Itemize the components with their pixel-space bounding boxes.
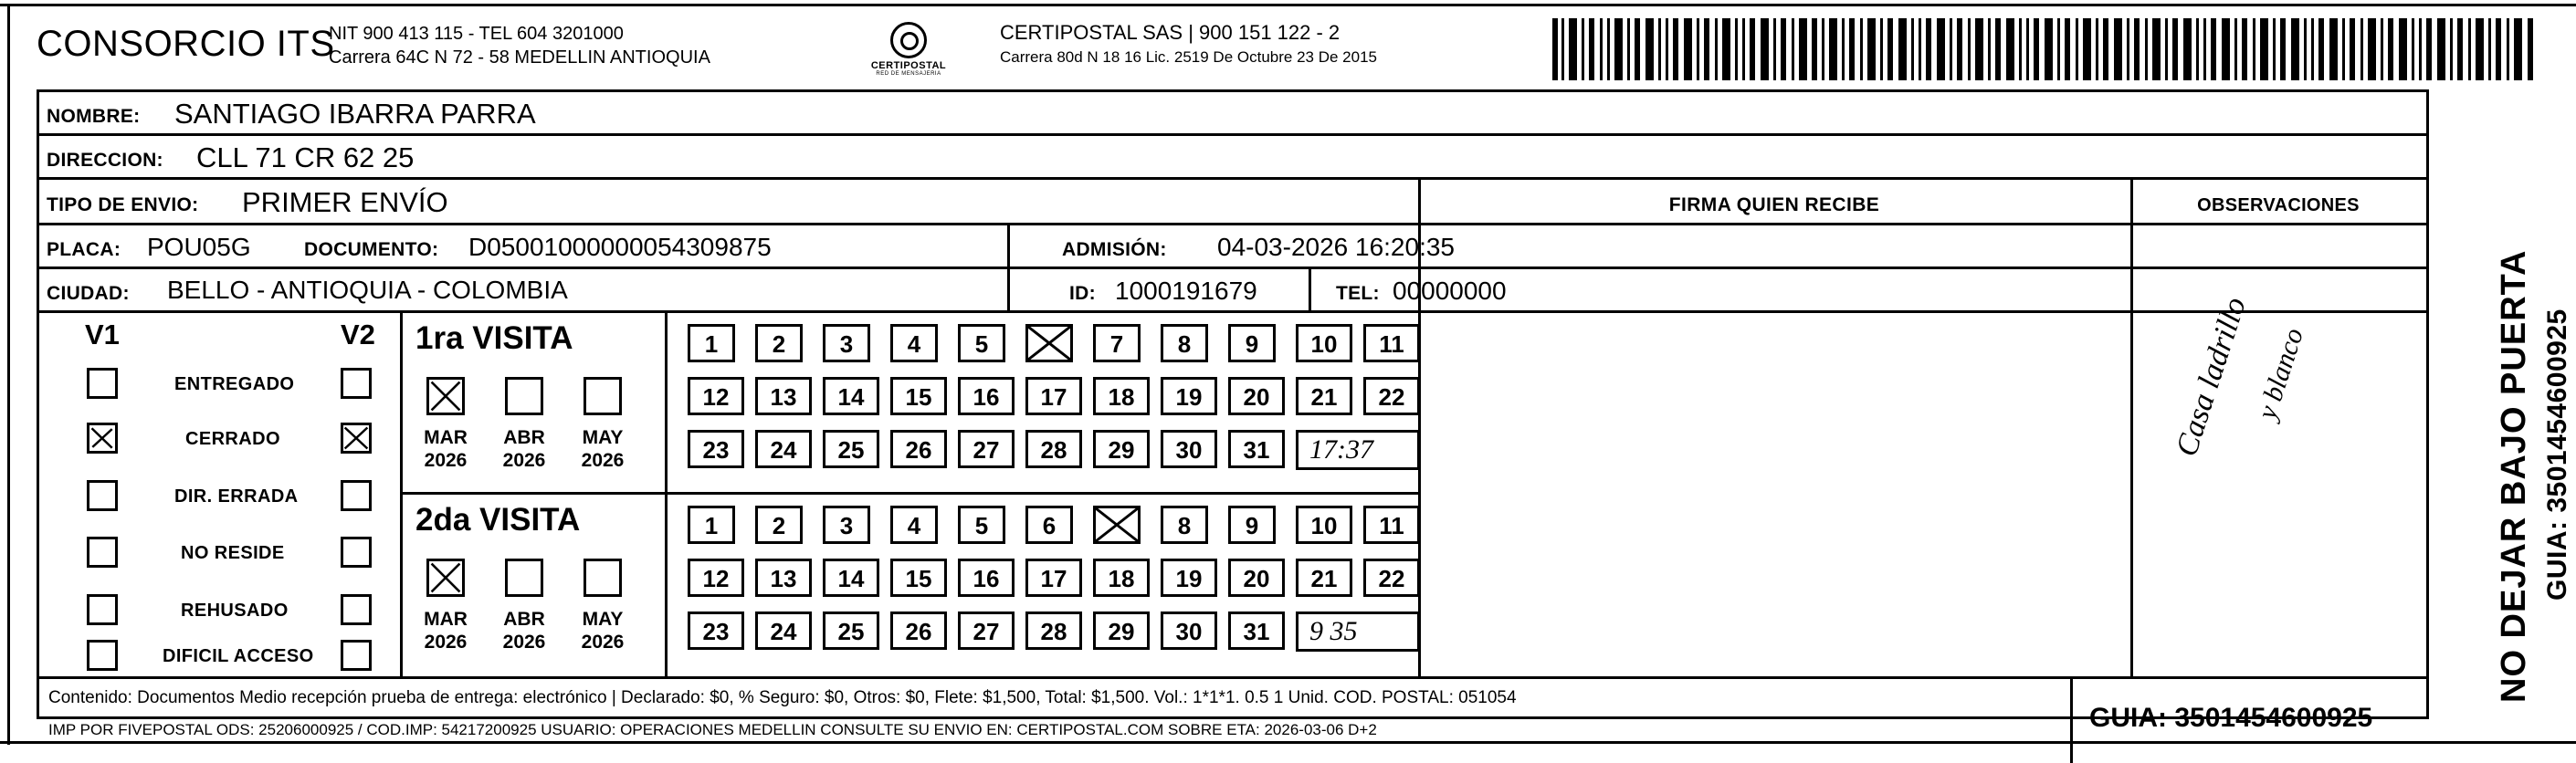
visit-1-time-box[interactable] [1296, 430, 1420, 470]
mar-name-2: MAR [424, 609, 468, 630]
visit-2-day-19[interactable]: 19 [1161, 559, 1217, 597]
visit-2-day-8[interactable]: 8 [1161, 506, 1208, 544]
guia-box [2070, 679, 2426, 763]
barcode-image [1552, 18, 2539, 80]
visit-1-month-mar-label [414, 426, 478, 472]
checkbox-no-reside-v1[interactable] [87, 537, 118, 568]
may-year: 2026 [581, 450, 625, 471]
visit-2-day-7[interactable] [1093, 506, 1141, 544]
visit-2-day-4[interactable]: 4 [890, 506, 938, 544]
visit-1-day-21[interactable]: 21 [1296, 377, 1352, 415]
abr-year: 2026 [502, 450, 546, 471]
checkbox-entregado-v2[interactable] [341, 368, 372, 399]
checkbox-no-reside-v2[interactable] [341, 537, 372, 568]
footer-line-1: Contenido: Documentos Medio recepción prueba de entrega: electrónico | Declarado: $0, % Seguro: $0, Otros: $0, Flete: $1,500, Total: $1,500. Vol.: 1*1*1. 0.5 1 Unid. COD. POSTAL: 051054 [48, 688, 1517, 707]
guia-label: GUIA: 3501454600925 [2089, 703, 2373, 733]
visit-2-day-grid [668, 495, 1418, 676]
tipo-envio-value: PRIMER ENVÍO [242, 186, 448, 218]
visit-2-day-14[interactable]: 14 [823, 559, 879, 597]
observaciones-handwriting-line-1: Casa ladrillo [2170, 293, 2253, 461]
visit-1-day-5[interactable]: 5 [958, 324, 1005, 362]
vertical-guia-text: GUIA: 3501454600925 [2542, 308, 2572, 601]
mar-name: MAR [424, 427, 468, 448]
visit-2-day-13[interactable]: 13 [755, 559, 812, 597]
visit-1-day-30[interactable]: 30 [1161, 430, 1217, 468]
certipostal-logo [858, 22, 959, 78]
visit-2-day-15[interactable]: 15 [890, 559, 947, 597]
visit-1-day-9[interactable]: 9 [1228, 324, 1276, 362]
divider-placa-obs [2130, 225, 2133, 267]
status-label-dificil-acceso: DIFICIL ACCESO [163, 646, 314, 666]
visit-2-month-mar-label [414, 608, 478, 653]
divider-ciudad-obs [2130, 269, 2133, 310]
visit-1-day-1[interactable]: 1 [688, 324, 735, 362]
visit-1-month-may-label [571, 426, 635, 472]
visit-1-day-26[interactable]: 26 [890, 430, 947, 468]
visit-1-day-14[interactable]: 14 [823, 377, 879, 415]
visit-1-month-mar-checkbox[interactable] [426, 377, 465, 415]
documento-label: DOCUMENTO: [304, 239, 439, 260]
visit-1-day-27[interactable]: 27 [958, 430, 1015, 468]
visit-1-day-31[interactable]: 31 [1228, 430, 1285, 468]
check-mark-icon [1025, 324, 1073, 362]
status-col2-header: V2 [341, 319, 375, 350]
visit-1-title: 1ra VISITA [415, 320, 573, 356]
visit-1-day-25[interactable]: 25 [823, 430, 879, 468]
visit-2-day-2[interactable]: 2 [755, 506, 803, 544]
visit-1-block [403, 313, 665, 495]
visit-1-day-6[interactable] [1025, 324, 1073, 362]
label-body [37, 89, 2429, 738]
checkbox-entregado-v1[interactable] [87, 368, 118, 399]
visit-1-day-3[interactable]: 3 [823, 324, 870, 362]
divider-ciudad-id [1007, 269, 1010, 310]
visit-2-day-22[interactable]: 22 [1363, 559, 1420, 597]
visit-1-time-value: 17:37 [1309, 434, 1373, 465]
status-label-cerrado: CERRADO [185, 429, 280, 449]
visit-2-day-18[interactable]: 18 [1093, 559, 1150, 597]
company-name: CONSORCIO ITS [37, 24, 335, 64]
divider-ciudad-firma [1418, 269, 1421, 310]
visit-1-month-abr-label [492, 426, 556, 472]
row-ciudad [39, 269, 2426, 313]
mar-year: 2026 [424, 450, 468, 471]
page-edge-left [7, 4, 10, 745]
check-mark-icon [429, 380, 462, 413]
observaciones-area[interactable] [2130, 293, 2426, 676]
visit-2-day-16[interactable]: 16 [958, 559, 1015, 597]
visit-1-month-abr-checkbox[interactable] [505, 377, 543, 415]
logo-ring-icon [890, 22, 927, 58]
checkbox-cerrado-v2[interactable] [341, 423, 372, 454]
checkbox-rehusado-v2[interactable] [341, 594, 372, 625]
row-nombre [39, 92, 2426, 136]
visit-2-day-12[interactable]: 12 [688, 559, 744, 597]
check-mark-icon [429, 561, 462, 594]
checkbox-cerrado-v1[interactable] [87, 423, 118, 454]
abr-name-2: ABR [503, 609, 545, 630]
visit-1-day-28[interactable]: 28 [1025, 430, 1082, 468]
barcode [1552, 18, 2539, 82]
visit-1-day-19[interactable]: 19 [1161, 377, 1217, 415]
visit-1-day-2[interactable]: 2 [755, 324, 803, 362]
visit-2-day-26[interactable]: 26 [890, 611, 947, 650]
operator-name: CERTIPOSTAL SAS | 900 151 122 - 2 [1000, 21, 1341, 44]
visit-2-month-abr-label [492, 608, 556, 653]
observaciones-handwriting-line-2: y blanco [2252, 324, 2310, 423]
company-address-line: Carrera 64C N 72 - 58 MEDELLIN ANTIOQUIA [329, 47, 710, 68]
visit-2-block [403, 495, 665, 676]
visit-2-day-29[interactable]: 29 [1093, 611, 1150, 650]
visit-1-day-13[interactable]: 13 [755, 377, 812, 415]
visit-2-day-5[interactable]: 5 [958, 506, 1005, 544]
visit-1-day-29[interactable]: 29 [1093, 430, 1150, 468]
visit-1-day-24[interactable]: 24 [755, 430, 812, 468]
visit-2-day-28[interactable]: 28 [1025, 611, 1082, 650]
visit-1-day-7[interactable]: 7 [1093, 324, 1141, 362]
visit-2-day-1[interactable]: 1 [688, 506, 735, 544]
check-mark-icon [1093, 506, 1141, 544]
checkbox-dificil-acceso-v1[interactable] [87, 640, 118, 671]
visit-2-month-may-checkbox[interactable] [584, 559, 622, 597]
status-label-no-reside: NO RESIDE [181, 543, 285, 563]
vertical-notice-text: NO DEJAR BAJO PUERTA [2495, 249, 2533, 703]
abr-name: ABR [503, 427, 545, 448]
visit-2-day-27[interactable]: 27 [958, 611, 1015, 650]
visit-2-day-3[interactable]: 3 [823, 506, 870, 544]
visit-1-day-grid [668, 313, 1418, 495]
abr-year-2: 2026 [502, 632, 546, 653]
operator-license: Carrera 80d N 18 16 Lic. 2519 De Octubre 23 De 2015 [1000, 48, 1377, 66]
admision-label: ADMISIÓN: [1062, 239, 1167, 260]
placa-label: PLACA: [47, 239, 121, 260]
id-value: 1000191679 [1115, 277, 1257, 305]
visit-column [400, 313, 665, 676]
visit-2-day-23[interactable]: 23 [688, 611, 744, 650]
visit-1-day-4[interactable]: 4 [890, 324, 938, 362]
vertical-notice-strip [2455, 89, 2572, 719]
checkbox-dir-errada-v2[interactable] [341, 480, 372, 511]
company-nit-block [329, 22, 710, 69]
status-col1-header: V1 [85, 319, 120, 350]
footer-area [39, 679, 2426, 763]
logo-name: CERTIPOSTAL [870, 60, 947, 71]
documento-value: D05001000000054309875 [468, 233, 772, 261]
operator-info [1000, 20, 1377, 69]
visit-2-day-11[interactable]: 11 [1363, 506, 1420, 544]
visit-2-time-value: 9 35 [1309, 616, 1358, 646]
visit-2-day-24[interactable]: 24 [755, 611, 812, 650]
nombre-label: NOMBRE: [47, 106, 141, 127]
checkbox-rehusado-v1[interactable] [87, 594, 118, 625]
visit-1-day-20[interactable]: 20 [1228, 377, 1285, 415]
visit-2-day-9[interactable]: 9 [1228, 506, 1276, 544]
visit-2-day-10[interactable]: 10 [1296, 506, 1352, 544]
check-mark-icon [89, 425, 115, 451]
ciudad-label: CIUDAD: [47, 283, 130, 304]
visit-1-day-10[interactable]: 10 [1296, 324, 1352, 362]
visit-2-day-25[interactable]: 25 [823, 611, 879, 650]
visit-1-day-8[interactable]: 8 [1161, 324, 1208, 362]
visit-1-day-18[interactable]: 18 [1093, 377, 1150, 415]
footer-line-2: IMP POR FIVEPOSTAL ODS: 25206000925 / COD.IMP: 54217200925 USUARIO: OPERACIONES MEDELLIN CONSULTE SU ENVIO EN: CERTIPOSTAL.COM SOBRE ETA: 2026-03-06 D+2 [48, 721, 1377, 738]
row-placa-documento [39, 225, 2426, 269]
direccion-value: CLL 71 CR 62 25 [196, 141, 415, 173]
visit-2-day-20[interactable]: 20 [1228, 559, 1285, 597]
checkbox-dir-errada-v1[interactable] [87, 480, 118, 511]
nombre-value: SANTIAGO IBARRA PARRA [174, 98, 536, 130]
divider-placa-admision [1007, 225, 1010, 267]
visit-1-day-11[interactable]: 11 [1363, 324, 1420, 362]
checkbox-dificil-acceso-v2[interactable] [341, 640, 372, 671]
tipo-envio-label: TIPO DE ENVIO: [47, 194, 199, 215]
status-checkbox-column [39, 313, 400, 676]
visit-2-day-30[interactable]: 30 [1161, 611, 1217, 650]
tel-label: TEL: [1336, 283, 1380, 304]
visit-1-day-22[interactable]: 22 [1363, 377, 1420, 415]
day-grid-column [665, 313, 1418, 676]
firma-signature-area[interactable] [1418, 313, 2130, 676]
visit-1-day-15[interactable]: 15 [890, 377, 947, 415]
mar-year-2: 2026 [424, 632, 468, 653]
ciudad-value: BELLO - ANTIOQUIA - COLOMBIA [167, 276, 568, 304]
status-label-rehusado: REHUSADO [181, 601, 289, 621]
visit-1-day-17[interactable]: 17 [1025, 377, 1082, 415]
divider-id-tel [1309, 269, 1311, 310]
document-header [37, 16, 2539, 84]
visit-1-day-16[interactable]: 16 [958, 377, 1015, 415]
row-direccion [39, 136, 2426, 180]
may-name: MAY [582, 427, 624, 448]
admision-value: 04-03-2026 16:20:35 [1217, 233, 1455, 261]
visit-2-day-17[interactable]: 17 [1025, 559, 1082, 597]
visit-2-time-box[interactable] [1296, 611, 1420, 652]
placa-value: POU05G [147, 233, 251, 261]
visit-2-title: 2da VISITA [415, 502, 581, 538]
tel-value: 00000000 [1393, 277, 1507, 305]
firma-header-label: FIRMA QUIEN RECIBE [1668, 194, 1880, 215]
divider-placa-firma [1418, 225, 1421, 267]
visit-2-month-abr-checkbox[interactable] [505, 559, 543, 597]
logo-subtitle: RED DE MENSAJERIA [876, 71, 941, 77]
company-nit-line-1: NIT 900 413 115 - TEL 604 3201000 [329, 24, 624, 44]
observaciones-header-label: OBSERVACIONES [2197, 195, 2360, 215]
page-edge-top [0, 4, 2576, 6]
visit-1-day-12[interactable]: 12 [688, 377, 744, 415]
status-label-entregado: ENTREGADO [174, 374, 295, 394]
visit-1-day-23[interactable]: 23 [688, 430, 744, 468]
visit-2-day-31[interactable]: 31 [1228, 611, 1285, 650]
id-label: ID: [1069, 283, 1096, 304]
visit-2-day-6[interactable]: 6 [1025, 506, 1073, 544]
row-tipo-envio [39, 180, 2426, 225]
may-year-2: 2026 [581, 632, 625, 653]
check-mark-icon [343, 425, 369, 451]
visit-2-month-mar-checkbox[interactable] [426, 559, 465, 597]
status-label-dir-errada: DIR. ERRADA [174, 486, 299, 507]
visit-2-month-may-label [571, 608, 635, 653]
direccion-label: DIRECCION: [47, 150, 163, 171]
visit-1-month-may-checkbox[interactable] [584, 377, 622, 415]
may-name-2: MAY [582, 609, 624, 630]
visit-2-day-21[interactable]: 21 [1296, 559, 1352, 597]
